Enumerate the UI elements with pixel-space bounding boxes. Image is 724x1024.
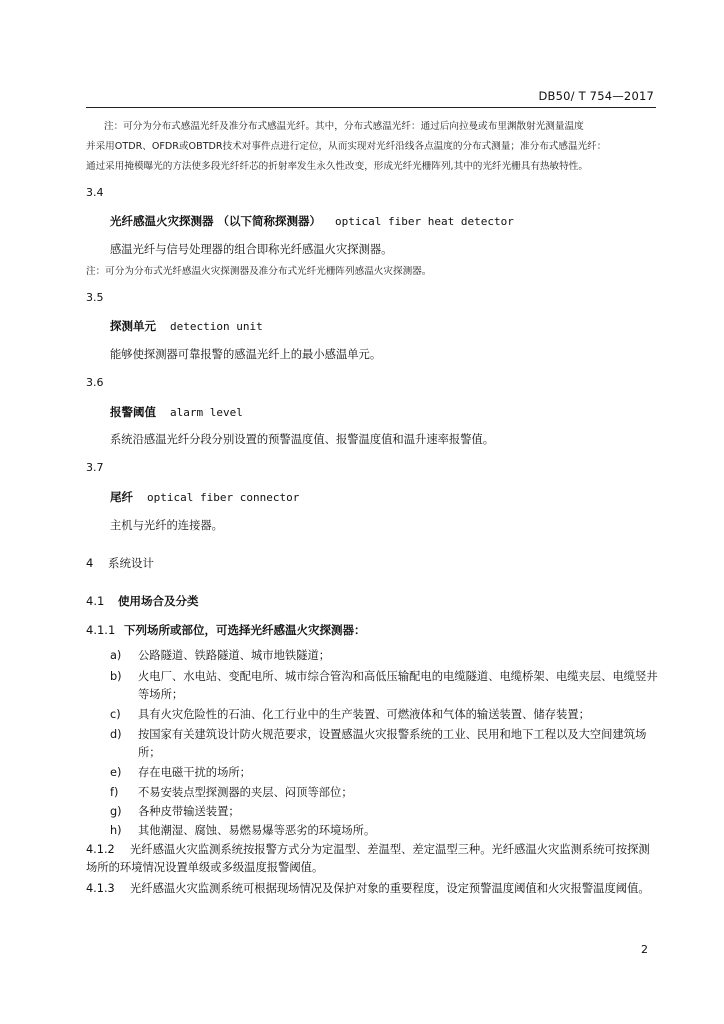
note-line-1: 注：可分为分布式感温光纤及准分布式感温光纤。其中，分布式感温光纤：通过后向拉曼或布里渊散射光测量温度 — [104, 121, 584, 132]
term-en: alarm level — [170, 406, 243, 419]
list-text: 不易安装点型探测器的夹层、闷顶等部位； — [138, 786, 353, 799]
section-number: 4 — [86, 556, 94, 570]
term-title-3-4 — [110, 213, 514, 229]
term-title-3-5 — [110, 318, 263, 334]
term-cn: 尾纤 — [110, 490, 133, 504]
section-title: 系统设计 — [108, 556, 154, 570]
paragraph-number: 4.1.3 — [86, 882, 115, 895]
paragraph-4-1-2 — [86, 841, 660, 877]
list-item-g — [110, 803, 662, 821]
document-id-header: DB50/ T 754—2017 — [538, 89, 654, 103]
term-definition-3-7: 主机与光纤的连接器。 — [110, 519, 223, 532]
term-number-3-5: 3.5 — [86, 291, 104, 304]
list-label: a) — [110, 649, 122, 662]
term-number-3-7: 3.7 — [86, 461, 104, 474]
list-label: b) — [110, 670, 122, 683]
paragraph-4-1-3 — [86, 880, 660, 898]
term-en: detection unit — [170, 320, 263, 333]
list-label: d) — [110, 728, 122, 741]
term-cn: 报警阈值 — [110, 405, 156, 419]
list-item-c — [110, 706, 662, 724]
list-item-b — [110, 668, 662, 704]
list-text: 按国家有关建筑设计防火规范要求，设置感温火灾报警系统的工业、民用和地下工程以及大空间建筑场所； — [138, 728, 647, 759]
section-number: 4.1 — [86, 594, 105, 608]
section-title: 下列场所或部位，可选择光纤感温火灾探测器： — [124, 623, 366, 637]
header-rule — [86, 107, 656, 108]
list-text: 公路隧道、铁路隧道、城市地铁隧道； — [138, 649, 331, 662]
term-definition-3-4: 感温光纤与信号处理器的组合即称光纤感温火灾探测器。 — [110, 243, 393, 256]
list-text: 各种皮带输送装置； — [138, 805, 240, 818]
list-item-a — [110, 647, 662, 665]
list-label: h) — [110, 824, 122, 837]
term-definition-3-5: 能够使探测器可靠报警的感温光纤上的最小感温单元。 — [110, 348, 382, 361]
term-cn: 探测单元 — [110, 319, 156, 333]
list-text: 具有火灾危险性的石油、化工行业中的生产装置、可燃液体和气体的输送装置、储存装置； — [138, 708, 590, 721]
note-line-3: 通过采用掩模曝光的方法使多段光纤纤芯的折射率发生永久性改变，形成光纤光栅阵列,其中的光纤光栅具有热敏特性。 — [86, 161, 588, 172]
section-heading-4 — [86, 555, 154, 571]
paragraph-number: 4.1.2 — [86, 843, 115, 856]
section-heading-4-1 — [86, 593, 199, 609]
section-heading-4-1-1 — [86, 622, 366, 638]
term-number-3-6: 3.6 — [86, 376, 104, 389]
note-block-top — [86, 117, 658, 177]
list-label: e) — [110, 766, 122, 779]
term-definition-3-6: 系统沿感温光纤分段分别设置的预警温度值、报警温度值和温升速率报警值。 — [110, 433, 495, 446]
term-title-3-7 — [110, 489, 299, 505]
term-cn: 光纤感温火灾探测器 （以下简称探测器） — [110, 214, 322, 228]
term-en: optical fiber heat detector — [335, 215, 514, 228]
term-number-3-4: 3.4 — [86, 186, 104, 199]
list-item-f — [110, 784, 662, 802]
list-text: 火电厂、水电站、变配电所、城市综合管沟和高低压输配电的电缆隧道、电缆桥架、电缆夹层、电缆竖井等场所； — [138, 670, 658, 701]
list-item-d — [110, 726, 662, 762]
page-number: 2 — [641, 943, 648, 956]
list-text: 其他潮湿、腐蚀、易燃易爆等恶劣的环境场所。 — [138, 824, 376, 837]
list-label: f) — [110, 786, 119, 799]
term-title-3-6 — [110, 404, 243, 420]
list-item-h — [110, 822, 662, 840]
list-label: c) — [110, 708, 121, 721]
section-title: 使用场合及分类 — [118, 594, 199, 608]
note-line-2: 并采用OTDR、OFDR或OBTDR技术对事件点进行定位，从而实现对光纤沿线各点温度的分布式测量；准分布式感温光纤： — [86, 141, 607, 152]
section-number: 4.1.1 — [86, 623, 116, 637]
term-en: optical fiber connector — [147, 491, 300, 504]
list-label: g) — [110, 805, 122, 818]
paragraph-text: 光纤感温火灾监测系统可根据现场情况及保护对象的重要程度，设定预警温度阈值和火灾报警温度阈值。 — [130, 882, 650, 895]
list-item-e — [110, 764, 662, 782]
term-note-3-4: 注：可分为分布式光纤感温火灾探测器及准分布式光纤光栅阵列感温火灾探测器。 — [86, 266, 432, 277]
paragraph-text: 光纤感温火灾监测系统按报警方式分为定温型、差温型、差定温型三种。光纤感温火灾监测系统可按探测场所的环境情况设置单级或多级温度报警阈值。 — [86, 843, 650, 874]
list-text: 存在电磁干扰的场所； — [138, 766, 251, 779]
